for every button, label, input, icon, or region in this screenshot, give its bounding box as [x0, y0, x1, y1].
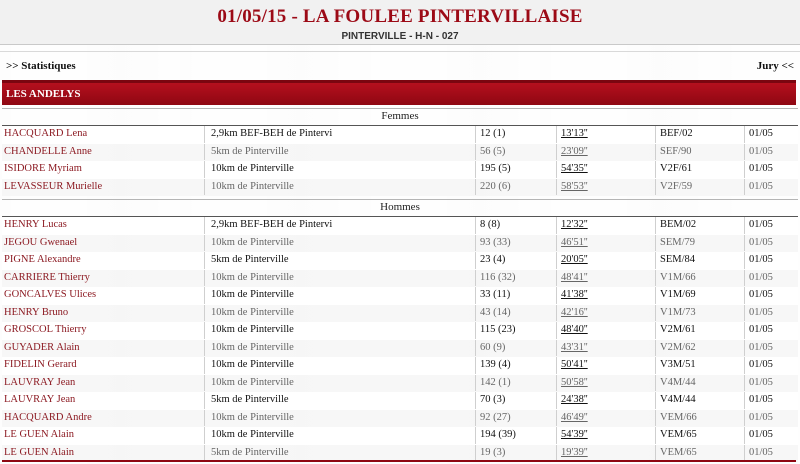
category: V1M/73 [655, 305, 744, 322]
category: VEM/66 [655, 410, 744, 427]
race-name: 10km de Pinterville [204, 357, 475, 374]
place-rank: 194 (39) [475, 427, 556, 444]
race-name: 10km de Pinterville [204, 427, 475, 444]
finish-time-link[interactable]: 46'51'' [556, 235, 655, 252]
table-row [2, 235, 798, 253]
results-table [0, 108, 800, 462]
category: BEF/02 [655, 126, 744, 143]
category: V2M/62 [655, 340, 744, 357]
race-name: 5km de Pinterville [204, 144, 475, 161]
finish-time-link[interactable]: 41'38'' [556, 287, 655, 304]
results-group-hommes [2, 217, 798, 462]
finish-time-link[interactable]: 54'35'' [556, 161, 655, 178]
race-name: 10km de Pinterville [204, 305, 475, 322]
category: SEM/79 [655, 235, 744, 252]
table-row [2, 144, 798, 162]
finish-time-link[interactable]: 48'40'' [556, 322, 655, 339]
section-header-femmes: Femmes [2, 108, 798, 126]
table-row [2, 375, 798, 393]
finish-time-link[interactable]: 54'39'' [556, 427, 655, 444]
table-row [2, 322, 798, 340]
race-date: 01/05 [744, 287, 798, 304]
finish-time-link[interactable]: 50'41'' [556, 357, 655, 374]
place-rank: 92 (27) [475, 410, 556, 427]
category: V1M/69 [655, 287, 744, 304]
race-name: 5km de Pinterville [204, 445, 475, 462]
race-date: 01/05 [744, 322, 798, 339]
event-subtitle: PINTERVILLE - H-N - 027 [341, 31, 459, 42]
race-date: 01/05 [744, 410, 798, 427]
athlete-name: JEGOU Gwenael [4, 236, 78, 248]
navigation-bar [0, 51, 800, 80]
place-rank: 56 (5) [475, 144, 556, 161]
finish-time-link[interactable]: 20'05'' [556, 252, 655, 269]
place-rank: 93 (33) [475, 235, 556, 252]
table-row [2, 287, 798, 305]
jury-link[interactable]: Jury << [756, 60, 794, 72]
race-date: 01/05 [744, 161, 798, 178]
finish-time-link[interactable]: 50'58'' [556, 375, 655, 392]
athlete-name: LEVASSEUR Murielle [4, 180, 103, 192]
place-rank: 33 (11) [475, 287, 556, 304]
table-row [2, 392, 798, 410]
event-header [0, 0, 800, 45]
race-date: 01/05 [744, 375, 798, 392]
table-row [2, 410, 798, 428]
place-rank: 43 (14) [475, 305, 556, 322]
place-rank: 142 (1) [475, 375, 556, 392]
finish-time-link[interactable]: 58'53'' [556, 179, 655, 196]
race-name: 10km de Pinterville [204, 375, 475, 392]
athlete-name: GROSCOL Thierry [4, 324, 87, 335]
finish-time-link[interactable]: 12'32'' [556, 217, 655, 234]
race-name: 10km de Pinterville [204, 340, 475, 357]
athlete-name: GONCALVES Ulices [4, 289, 97, 300]
race-date: 01/05 [744, 217, 798, 234]
race-date: 01/05 [744, 144, 798, 161]
category: SEF/90 [655, 144, 744, 161]
table-row [2, 161, 798, 179]
race-name: 10km de Pinterville [204, 322, 475, 339]
bottom-divider [2, 460, 796, 462]
race-name: 10km de Pinterville [204, 287, 475, 304]
category: VEM/65 [655, 427, 744, 444]
table-row [2, 340, 798, 358]
finish-time-link[interactable]: 46'49'' [556, 410, 655, 427]
place-rank: 116 (32) [475, 270, 556, 287]
statistics-link[interactable]: >> Statistiques [6, 60, 76, 72]
race-name: 10km de Pinterville [204, 235, 475, 252]
finish-time-link[interactable]: 19'39'' [556, 445, 655, 462]
race-date: 01/05 [744, 179, 798, 196]
athlete-name: HENRY Lucas [4, 219, 67, 230]
athlete-name: HACQUARD Lena [4, 128, 88, 139]
race-date: 01/05 [744, 340, 798, 357]
athlete-name: FIDELIN Gerard [4, 359, 77, 370]
finish-time-link[interactable]: 42'16'' [556, 305, 655, 322]
place-rank: 23 (4) [475, 252, 556, 269]
category: V2M/61 [655, 322, 744, 339]
race-name: 10km de Pinterville [204, 161, 475, 178]
race-name: 10km de Pinterville [204, 410, 475, 427]
athlete-name: LE GUEN Alain [4, 446, 74, 458]
race-name: 5km de Pinterville [204, 252, 475, 269]
place-rank: 220 (6) [475, 179, 556, 196]
race-name: 2,9km BEF-BEH de Pintervi [204, 217, 475, 234]
race-date: 01/05 [744, 252, 798, 269]
athlete-name: LAUVRAY Jean [4, 376, 76, 388]
table-row [2, 305, 798, 323]
place-rank: 8 (8) [475, 217, 556, 234]
finish-time-link[interactable]: 48'41'' [556, 270, 655, 287]
place-rank: 115 (23) [475, 322, 556, 339]
club-header: LES ANDELYS [2, 80, 796, 105]
results-group-femmes [2, 126, 798, 196]
athlete-name: GUYADER Alain [4, 341, 80, 353]
table-row [2, 179, 798, 197]
table-row [2, 126, 798, 144]
table-row [2, 252, 798, 270]
place-rank: 12 (1) [475, 126, 556, 143]
race-date: 01/05 [744, 126, 798, 143]
category: BEM/02 [655, 217, 744, 234]
finish-time-link[interactable]: 43'31'' [556, 340, 655, 357]
race-name: 5km de Pinterville [204, 392, 475, 409]
category: V1M/66 [655, 270, 744, 287]
category: V4M/44 [655, 375, 744, 392]
race-name: 10km de Pinterville [204, 179, 475, 196]
race-date: 01/05 [744, 235, 798, 252]
category: VEM/65 [655, 445, 744, 462]
race-date: 01/05 [744, 445, 798, 462]
athlete-name: PIGNE Alexandre [4, 254, 81, 265]
athlete-name: HENRY Bruno [4, 306, 69, 318]
place-rank: 60 (9) [475, 340, 556, 357]
section-header-hommes: Hommes [2, 199, 798, 217]
finish-time-link[interactable]: 24'38'' [556, 392, 655, 409]
athlete-name: CARRIERE Thierry [4, 271, 90, 283]
category: V2F/61 [655, 161, 744, 178]
category: V4M/44 [655, 392, 744, 409]
race-name: 10km de Pinterville [204, 270, 475, 287]
place-rank: 139 (4) [475, 357, 556, 374]
race-date: 01/05 [744, 427, 798, 444]
table-row [2, 217, 798, 235]
race-date: 01/05 [744, 357, 798, 374]
race-date: 01/05 [744, 392, 798, 409]
athlete-name: ISIDORE Myriam [4, 163, 82, 174]
race-name: 2,9km BEF-BEH de Pintervi [204, 126, 475, 143]
athlete-name: HACQUARD Andre [4, 411, 92, 423]
table-row [2, 427, 798, 445]
athlete-name: LE GUEN Alain [4, 429, 74, 440]
table-row [2, 270, 798, 288]
category: V3M/51 [655, 357, 744, 374]
table-row [2, 357, 798, 375]
category: SEM/84 [655, 252, 744, 269]
finish-time-link[interactable]: 23'09'' [556, 144, 655, 161]
event-title: 01/05/15 - LA FOULEE PINTERVILLAISE [217, 6, 583, 27]
place-rank: 19 (3) [475, 445, 556, 462]
place-rank: 70 (3) [475, 392, 556, 409]
category: V2F/59 [655, 179, 744, 196]
place-rank: 195 (5) [475, 161, 556, 178]
athlete-name: LAUVRAY Jean [4, 394, 76, 405]
race-date: 01/05 [744, 305, 798, 322]
athlete-name: CHANDELLE Anne [4, 145, 92, 157]
finish-time-link[interactable]: 13'13'' [556, 126, 655, 143]
race-date: 01/05 [744, 270, 798, 287]
